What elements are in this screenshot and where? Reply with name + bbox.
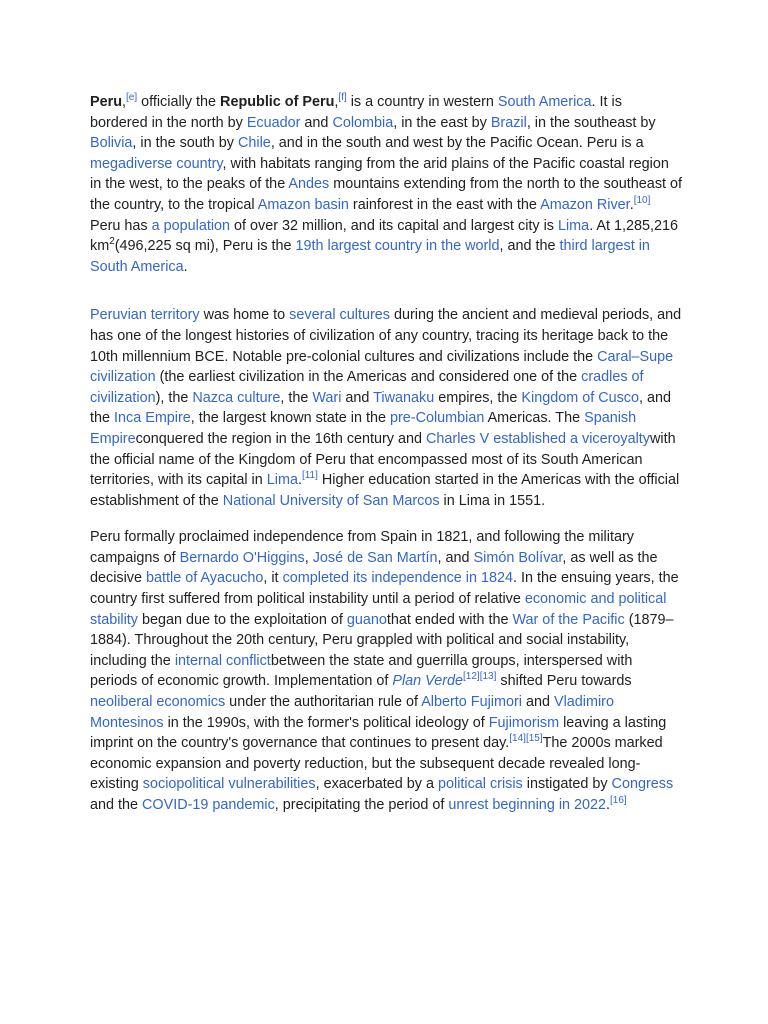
text-run: empires, the bbox=[434, 389, 522, 406]
text-run: of over 32 million, and its capital and largest city is bbox=[230, 217, 558, 234]
text-run: ), the bbox=[155, 389, 193, 406]
text-run: was home to bbox=[199, 307, 290, 324]
text-run: , the largest known state in the bbox=[190, 410, 390, 427]
link-a-population[interactable]: a population bbox=[151, 217, 231, 234]
text-run: , in the southeast by bbox=[526, 114, 656, 131]
link-chile[interactable]: Chile bbox=[238, 135, 271, 152]
citation-ref[interactable]: [f] bbox=[338, 92, 347, 104]
text-run: . At 1,285,216 km bbox=[90, 217, 679, 255]
citation-ref[interactable]: [16] bbox=[610, 795, 627, 807]
link-plan-verde[interactable]: Plan Verde bbox=[392, 673, 464, 690]
link-wari[interactable]: Wari bbox=[312, 389, 342, 406]
link-lima[interactable]: Lima bbox=[557, 217, 590, 234]
text-run: and bbox=[300, 114, 333, 131]
text-run: The 2000s marked economic expansion and poverty reduction, but the subsequent decade revealed long-existing bbox=[90, 735, 663, 793]
text-run: , bbox=[304, 549, 313, 566]
text-run: that ended with the bbox=[386, 611, 513, 628]
text-run: in Lima in 1551. bbox=[439, 492, 546, 509]
paragraph-2 bbox=[90, 305, 682, 511]
link-congress[interactable]: Congress bbox=[611, 776, 674, 793]
link-brazil[interactable]: Brazil bbox=[490, 114, 527, 131]
link-peruvian-territory[interactable]: Peruvian territory bbox=[90, 307, 200, 324]
text-run: mountains extending from the north to the southeast of the country, to the tropical bbox=[90, 176, 683, 213]
link-tiwanaku[interactable]: Tiwanaku bbox=[373, 389, 435, 406]
text-run: , and the bbox=[90, 389, 672, 427]
link-pre-columbian[interactable]: pre-Columbian bbox=[389, 410, 485, 427]
text-run: , in the east by bbox=[393, 114, 491, 131]
text-run: Peru has bbox=[90, 217, 152, 234]
text-run: (the earliest civilization in the Americas and considered one of the bbox=[155, 369, 582, 386]
link-amazon-river[interactable]: Amazon River bbox=[540, 196, 630, 213]
text-run: in the 1990s, with the former's political ideology of bbox=[163, 714, 489, 731]
text-run: (1879–1884). Throughout the 20th century, Peru grappled with political and social instability, including the bbox=[90, 611, 674, 669]
link-completed-its-independence-in-1824[interactable]: completed its independence in 1824 bbox=[282, 570, 513, 587]
text-run: , the bbox=[280, 389, 313, 406]
text-run: under the authoritarian rule of bbox=[225, 694, 422, 711]
link-sociopolitical-vulnerabilities[interactable]: sociopolitical vulnerabilities bbox=[142, 776, 316, 793]
text-run: , it bbox=[263, 570, 283, 587]
link-cradles-of-civilization[interactable]: cradles of civilization bbox=[90, 369, 644, 406]
text-run: , and in the south and west by the Pacific Ocean. Peru is a bbox=[270, 135, 644, 152]
text-run: . bbox=[629, 196, 634, 213]
text-run: shifted Peru towards bbox=[496, 673, 632, 690]
citation-ref[interactable]: [15] bbox=[525, 733, 543, 745]
citation-ref[interactable]: [10] bbox=[633, 195, 651, 207]
text-run: and the bbox=[90, 797, 143, 813]
link-neoliberal-economics[interactable]: neoliberal economics bbox=[90, 694, 226, 711]
text-run: , as well as the decisive bbox=[90, 549, 658, 587]
text-run: leaving a lasting imprint on the country's governance that continues to present day. bbox=[90, 714, 667, 752]
link-war-of-the-pacific[interactable]: War of the Pacific bbox=[512, 611, 625, 628]
link-covid-19-pandemic[interactable]: COVID-19 pandemic bbox=[142, 797, 275, 813]
link-economic-and-political-stability[interactable]: economic and political stability bbox=[90, 591, 667, 628]
link-lima[interactable]: Lima bbox=[266, 472, 298, 489]
text-run: began due to the exploitation of bbox=[138, 611, 347, 628]
text-run: , precipitating the period of bbox=[274, 797, 449, 813]
link-battle-of-ayacucho[interactable]: battle of Ayacucho bbox=[146, 570, 264, 587]
citation-ref[interactable]: [e] bbox=[126, 92, 138, 104]
link-kingdom-of-cusco[interactable]: Kingdom of Cusco bbox=[521, 389, 640, 406]
citation-ref[interactable]: [12] bbox=[463, 671, 480, 683]
text-run: instigated by bbox=[522, 776, 612, 793]
text-run: , bbox=[334, 94, 339, 110]
text-run: Americas. The bbox=[484, 410, 585, 427]
text-run: . bbox=[183, 258, 188, 275]
text-run: and bbox=[521, 694, 554, 711]
link-bolivia[interactable]: Bolivia bbox=[90, 135, 133, 152]
text-run: Higher education started in the Americas with the official establishment of the bbox=[90, 472, 680, 509]
link-bernardo-o-higgins[interactable]: Bernardo O'Higgins bbox=[179, 549, 305, 566]
superscript: 2 bbox=[109, 236, 115, 248]
bold-term: Republic of Peru bbox=[220, 94, 335, 110]
text-run: (496,225 sq mi), Peru is the bbox=[114, 238, 296, 255]
link-unrest-beginning-in-2022[interactable]: unrest beginning in 2022 bbox=[448, 797, 607, 813]
text-run: Peru formally proclaimed independence from Spain in 1821, and following the military campaigns of bbox=[90, 529, 634, 566]
text-run: , and the bbox=[499, 238, 560, 255]
text-run: , and bbox=[437, 549, 474, 566]
link-ecuador[interactable]: Ecuador bbox=[246, 114, 301, 131]
link-andes[interactable]: Andes bbox=[288, 176, 330, 193]
link-several-cultures[interactable]: several cultures bbox=[289, 307, 390, 324]
link-guano[interactable]: guano bbox=[346, 611, 387, 628]
link-inca-empire[interactable]: Inca Empire bbox=[114, 410, 191, 427]
text-run: officially the bbox=[137, 94, 221, 110]
paragraph-1 bbox=[90, 92, 682, 277]
text-run: with the official name of the Kingdom of Peru that encompassed most of its South American territories, with its capital in bbox=[90, 430, 676, 489]
citation-ref[interactable]: [11] bbox=[301, 470, 318, 482]
link-political-crisis[interactable]: political crisis bbox=[437, 776, 523, 793]
link-amazon-basin[interactable]: Amazon basin bbox=[257, 196, 349, 213]
link-19th-largest-country-in-the-world[interactable]: 19th largest country in the world bbox=[295, 238, 500, 255]
text-run: conquered the region in the 16th century and bbox=[135, 430, 427, 447]
link-jose-de-san-martin[interactable]: José de San Martín bbox=[312, 549, 438, 566]
text-run: , bbox=[122, 94, 126, 110]
text-run: , exacerbated by a bbox=[315, 776, 438, 793]
link-vladimiro-montesinos[interactable]: Vladimiro Montesinos bbox=[90, 694, 614, 731]
bold-term: Peru bbox=[90, 94, 122, 110]
text-run: , with habitats ranging from the arid plains of the Pacific coastal region in the west, to the peaks of the bbox=[90, 155, 669, 193]
article-body bbox=[90, 92, 682, 832]
citation-ref[interactable]: [13] bbox=[479, 671, 497, 683]
link-spanish-empire[interactable]: Spanish Empire bbox=[90, 410, 637, 447]
text-run: rainforest in the east with the bbox=[348, 196, 541, 213]
link-simon-bolivar[interactable]: Simón Bolívar bbox=[473, 549, 563, 566]
link-alberto-fujimori[interactable]: Alberto Fujimori bbox=[421, 694, 522, 711]
paragraph-3 bbox=[90, 527, 682, 815]
link-south-america[interactable]: South America bbox=[497, 94, 592, 110]
link-caral-supe-civilization[interactable]: Caral–Supe civilization bbox=[90, 348, 674, 386]
link-third-largest-in-south-america[interactable]: third largest in South America bbox=[90, 238, 650, 275]
link-internal-conflict[interactable]: internal conflict bbox=[174, 652, 271, 669]
link-national-university-of-san-marcos[interactable]: National University of San Marcos bbox=[222, 492, 440, 509]
text-run: . It is bordered in the north by bbox=[90, 94, 622, 131]
citation-ref[interactable]: [14] bbox=[509, 733, 526, 745]
text-run: . bbox=[606, 797, 611, 813]
text-run: during the ancient and medieval periods, and has one of the longest histories of civilization of any country, tracing its heritage back to the 10th millennium BCE. Notable pre-colonial cultures and civilizations include the bbox=[90, 307, 682, 365]
link-nazca-culture[interactable]: Nazca culture bbox=[192, 389, 281, 406]
text-run: is a country in western bbox=[346, 94, 498, 110]
text-run: . In the ensuing years, the country first suffered from political instability until a period of relative bbox=[90, 570, 679, 608]
link-charles-v-established-a-viceroyalty[interactable]: Charles V established a viceroyalty bbox=[426, 430, 650, 447]
link-colombia[interactable]: Colombia bbox=[332, 114, 394, 131]
text-run: , in the south by bbox=[132, 135, 239, 152]
text-run: . bbox=[297, 472, 302, 489]
link-fujimorism[interactable]: Fujimorism bbox=[488, 714, 560, 731]
link-megadiverse-country[interactable]: megadiverse country bbox=[90, 155, 223, 172]
text-run: and bbox=[341, 389, 374, 406]
text-run: between the state and guerrilla groups, interspersed with periods of economic growth. Implementation of bbox=[90, 652, 633, 690]
